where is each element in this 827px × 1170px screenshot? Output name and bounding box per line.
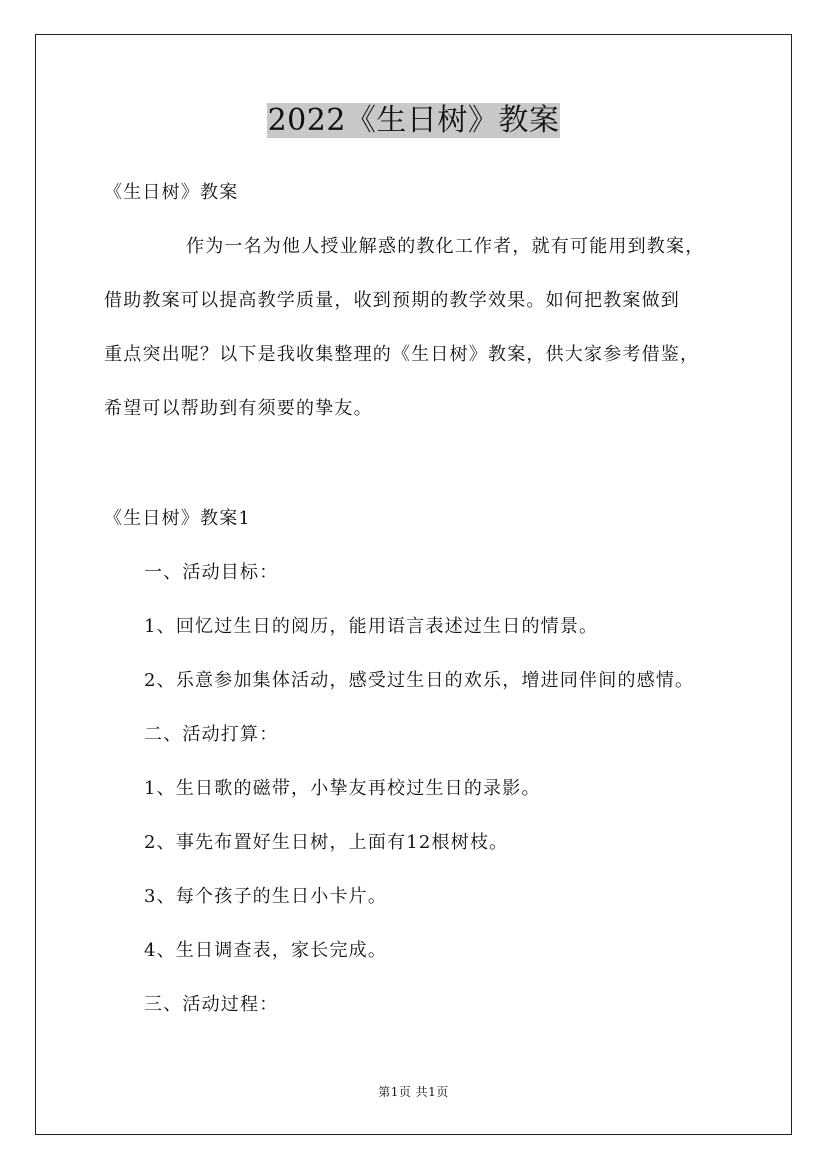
prep-item: 4、生日调查表，家长完成。 [144, 940, 388, 961]
document-title: 2022《生日树》教案 [267, 103, 560, 138]
document-heading: 《生日树》教案 [104, 182, 239, 203]
page-footer: 第1页 共1页 [378, 1085, 449, 1099]
goal-item: 2、乐意参加集体活动，感受过生日的欢乐，增进同伴间的感情。 [144, 670, 695, 691]
intro-line-2: 借助教案可以提高教学质量，收到预期的教学效果。如何把教案做到 [104, 290, 680, 311]
goal-item: 1、回忆过生日的阅历，能用语言表述过生日的情景。 [144, 616, 599, 637]
goals-heading: 一、活动目标： [144, 562, 279, 583]
document-title-block [0, 101, 827, 141]
process-heading: 三、活动过程： [144, 994, 279, 1015]
prep-item: 1、生日歌的磁带，小挚友再校过生日的录影。 [144, 778, 541, 799]
section-title: 《生日树》教案1 [104, 508, 252, 529]
prep-item: 2、事先布置好生日树，上面有12根树枝。 [144, 832, 509, 853]
prep-item: 3、每个孩子的生日小卡片。 [144, 886, 388, 907]
intro-line-1: 作为一名为他人授业解惑的教化工作者，就有可能用到教案， [186, 236, 705, 257]
intro-line-3: 重点突出呢？以下是我收集整理的《生日树》教案，供大家参考借鉴， [104, 344, 700, 365]
intro-line-4: 希望可以帮助到有须要的挚友。 [104, 398, 373, 419]
prep-heading: 二、活动打算： [144, 724, 279, 745]
